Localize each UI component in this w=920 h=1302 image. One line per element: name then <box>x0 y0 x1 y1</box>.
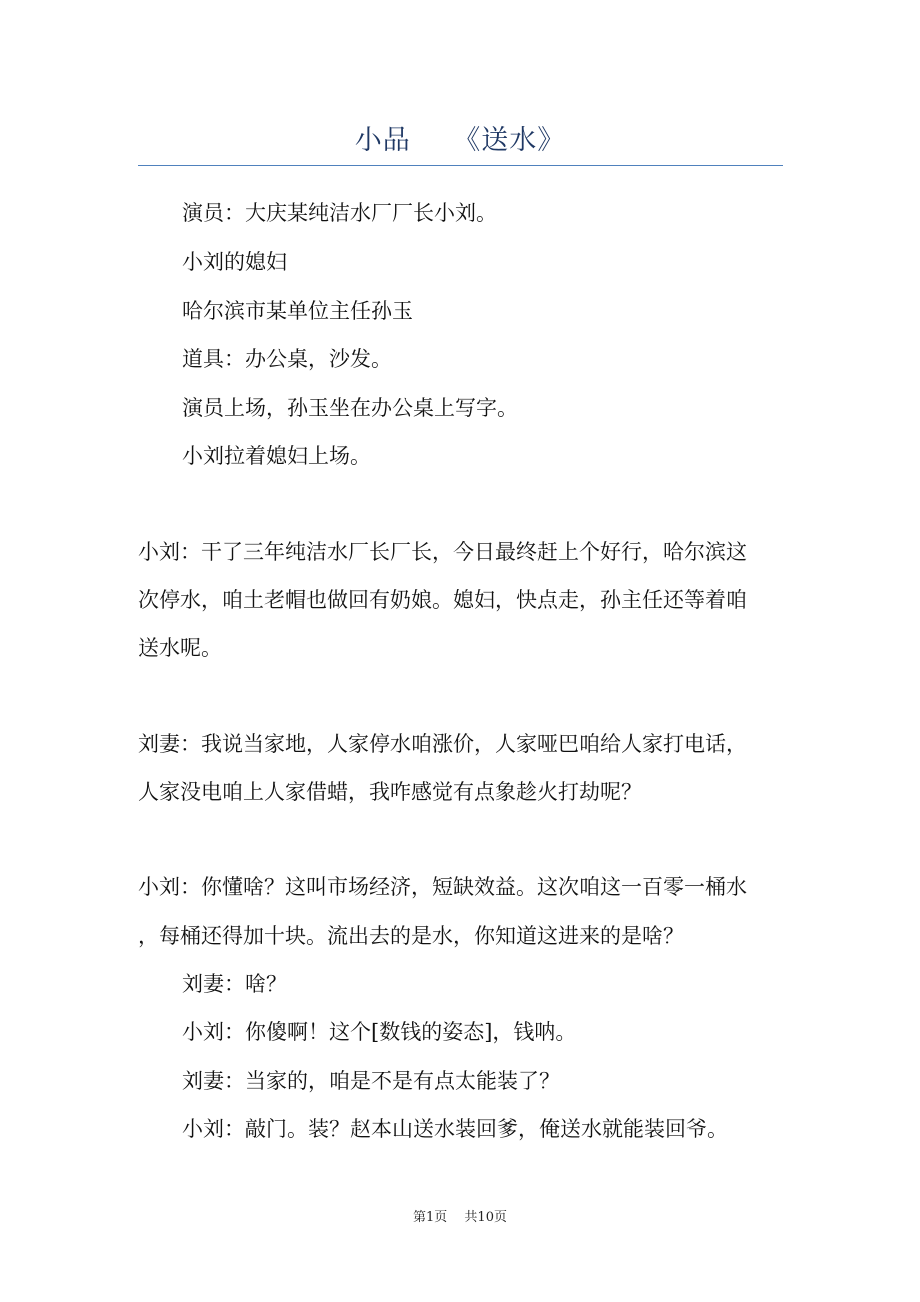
dialogue-line: 次停水，咱土老帽也做回有奶娘。媳妇，快点走，孙主任还等着咱 <box>138 588 747 612</box>
intro-line: 小刘的媳妇 <box>182 250 287 274</box>
dialogue-line: 小刘：敲门。装？赵本山送水装回爹，俺送水就能装回爷。 <box>182 1117 728 1141</box>
dialogue-line: 送水呢。 <box>138 636 222 660</box>
document-title: 小品 《送水》 <box>354 125 566 156</box>
page-number-footer: 第1页 共10页 <box>413 1210 507 1225</box>
dialogue-line: 刘妻：我说当家地，人家停水咱涨价，人家哑巴咱给人家打电话， <box>138 732 747 756</box>
dialogue-line: 人家没电咱上人家借蜡，我咋感觉有点象趁火打劫呢？ <box>138 780 642 804</box>
intro-line: 哈尔滨市某单位主任孙玉 <box>182 299 413 323</box>
dialogue-line: ，每桶还得加十块。流出去的是水，你知道这进来的是啥？ <box>138 924 684 948</box>
title-underline <box>138 165 783 166</box>
intro-line: 演员上场，孙玉坐在办公桌上写字。 <box>182 396 518 420</box>
dialogue-line: 小刘：你傻啊！这个[数钱的姿态]，钱呐。 <box>182 1020 577 1044</box>
intro-line: 演员：大庆某纯洁水厂厂长小刘。 <box>182 201 497 225</box>
dialogue-line: 小刘：你懂啥？这叫市场经济，短缺效益。这次咱这一百零一桶水 <box>138 875 747 899</box>
dialogue-line: 小刘：干了三年纯洁水厂长厂长，今日最终赶上个好行，哈尔滨这 <box>138 540 747 564</box>
dialogue-line: 刘妻：当家的，咱是不是有点太能装了？ <box>182 1069 560 1093</box>
intro-line: 道具：办公桌，沙发。 <box>182 347 392 371</box>
intro-line: 小刘拉着媳妇上场。 <box>182 444 371 468</box>
dialogue-line: 刘妻：啥？ <box>182 972 287 996</box>
